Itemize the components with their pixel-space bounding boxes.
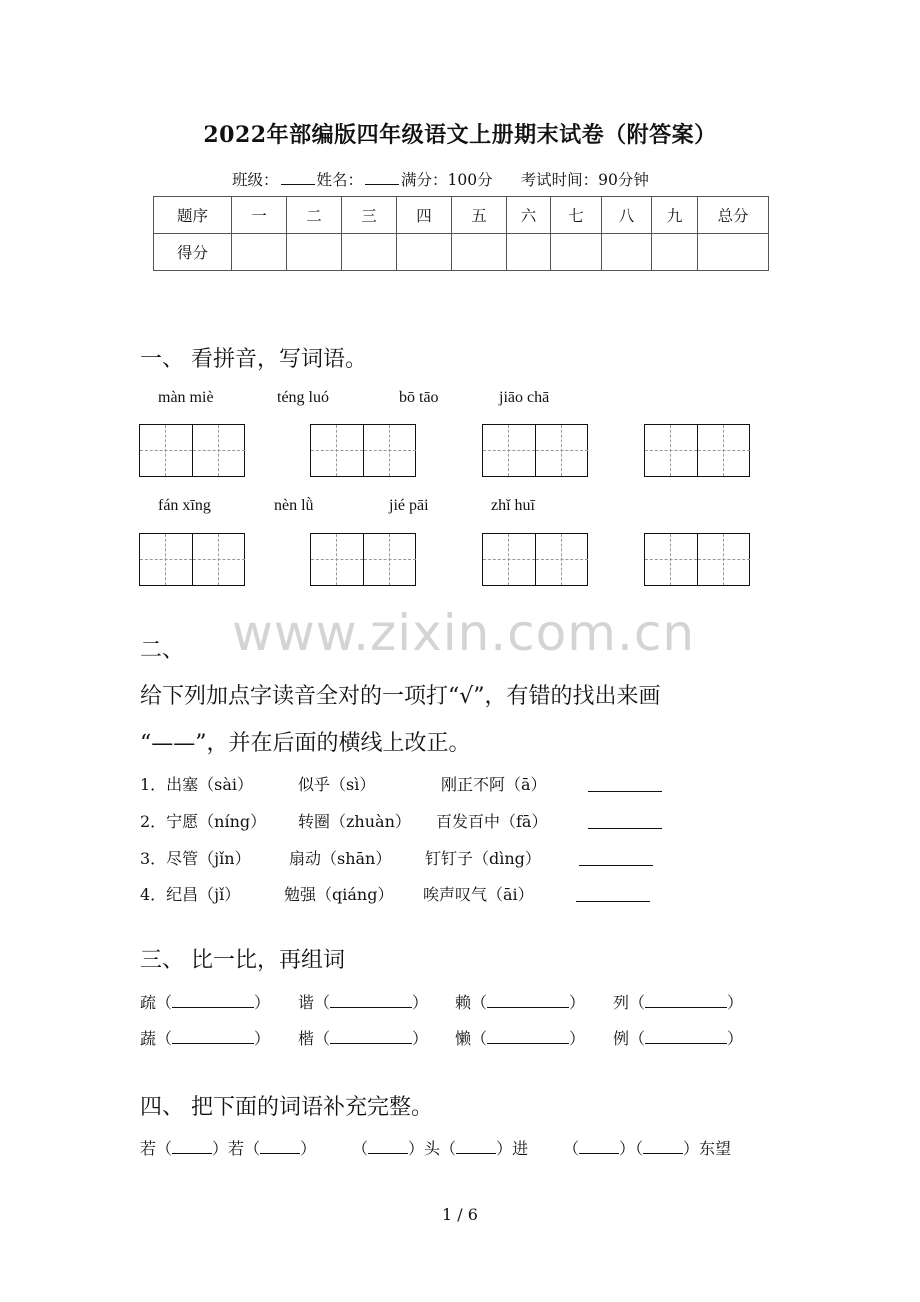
pinyin-label: jié pāi [389, 497, 429, 514]
pinyin-label: fán xīng [158, 497, 211, 514]
answer-line[interactable] [579, 851, 653, 866]
answer-line[interactable] [588, 814, 662, 829]
question-item: 3．尽管（jǐn） [140, 849, 251, 868]
compare-char: 蔬 [140, 1029, 157, 1048]
compare-char: 列 [613, 993, 630, 1012]
pinyin-label: zhǐ huī [491, 497, 535, 514]
fill-blank[interactable] [368, 1139, 408, 1154]
student-info [232, 168, 649, 190]
question-item: 百发百中（fā） [436, 812, 548, 831]
fill-blank[interactable] [172, 1029, 254, 1044]
idiom-item: 若（ ）若（ ） [140, 1139, 317, 1158]
question-item: 勉强（qiáng） [284, 885, 394, 904]
table-header-cell: 一 [232, 197, 287, 234]
score-cell[interactable] [397, 234, 452, 271]
question-item: 似乎（sì） [298, 775, 376, 794]
exam-time: 考试时间：90分钟 [520, 171, 649, 189]
pinyin-label: màn miè [158, 389, 214, 406]
fill-blank[interactable] [330, 1029, 412, 1044]
watermark: www.zixin.com.cn [232, 604, 696, 662]
score-cell[interactable] [342, 234, 397, 271]
table-header-cell: 三 [342, 197, 397, 234]
section4-title: 四、 把下面的词语补充完整。 [140, 1095, 433, 1120]
compare-item: 谐（ ） [298, 993, 429, 1012]
full-score: 满分：100分 [401, 171, 493, 189]
score-cell[interactable] [602, 234, 652, 271]
writing-grid[interactable] [139, 533, 245, 586]
score-header-row [154, 197, 769, 234]
table-header-cell: 六 [507, 197, 551, 234]
score-table [153, 196, 769, 271]
question-item: 4．纪昌（jǐ） [140, 885, 241, 904]
writing-grid[interactable] [310, 424, 416, 477]
idiom-char: 若 [140, 1139, 157, 1158]
fill-blank[interactable] [330, 993, 412, 1008]
score-cell[interactable] [287, 234, 342, 271]
pinyin-label: bō tāo [399, 389, 439, 406]
score-cell[interactable] [507, 234, 551, 271]
table-header-cell: 总分 [698, 197, 769, 234]
compare-char: 例 [613, 1029, 630, 1048]
section1-title: 一、 看拼音，写词语。 [140, 347, 367, 372]
question-item: 刚正不阿（ā） [441, 775, 547, 794]
idiom-char: 头 [424, 1139, 441, 1158]
compare-char: 疏 [140, 993, 157, 1012]
score-row-label: 得分 [154, 234, 232, 271]
table-header-cell: 七 [551, 197, 602, 234]
writing-grid[interactable] [139, 424, 245, 477]
fill-blank[interactable] [645, 993, 727, 1008]
question-item: 钉钉子（dìng） [425, 849, 541, 868]
compare-item: 赖（ ） [455, 993, 586, 1012]
score-row [154, 234, 769, 271]
score-cell[interactable] [232, 234, 287, 271]
question-item: 2．宁愿（níng） [140, 812, 267, 831]
compare-item: 疏（ ） [140, 993, 271, 1012]
writing-grid[interactable] [644, 533, 750, 586]
idiom-item: （ ）头（ ）进 [352, 1139, 529, 1158]
name-blank [365, 169, 399, 185]
score-cell[interactable] [652, 234, 698, 271]
pinyin-label: téng luó [277, 389, 329, 406]
fill-blank[interactable] [456, 1139, 496, 1154]
table-header-cell: 二 [287, 197, 342, 234]
writing-grid[interactable] [482, 424, 588, 477]
compare-item: 列（ ） [613, 993, 744, 1012]
fill-blank[interactable] [172, 1139, 212, 1154]
compare-item: 蔬（ ） [140, 1029, 271, 1048]
writing-grid[interactable] [644, 424, 750, 477]
document-title: 2022年部编版四年级语文上册期末试卷（附答案） [203, 122, 717, 148]
class-label: 班级： [232, 171, 279, 189]
section2-instruction-line2: “——”，并在后面的横线上改正。 [140, 731, 471, 756]
answer-line[interactable] [576, 887, 650, 902]
fill-blank[interactable] [487, 1029, 569, 1044]
table-header-cell: 九 [652, 197, 698, 234]
compare-char: 谐 [298, 993, 315, 1012]
fill-blank[interactable] [172, 993, 254, 1008]
question-item: 唉声叹气（āi） [423, 885, 534, 904]
table-header-cell: 题序 [154, 197, 232, 234]
pinyin-label: nèn lǜ [274, 497, 314, 514]
page-number: 1 / 6 [442, 1205, 478, 1224]
section2-title: 二、 [140, 638, 185, 663]
table-header-cell: 四 [397, 197, 452, 234]
idiom-char: 若 [228, 1139, 245, 1158]
answer-line[interactable] [588, 777, 662, 792]
question-item: 转圈（zhuàn） [298, 812, 411, 831]
idiom-char: 东望 [699, 1139, 732, 1158]
pinyin-label: jiāo chā [499, 389, 550, 406]
fill-blank[interactable] [260, 1139, 300, 1154]
compare-char: 楷 [298, 1029, 315, 1048]
section2-instruction-line1: 给下列加点字读音全对的一项打“√”，有错的找出来画 [140, 684, 661, 709]
score-cell[interactable] [551, 234, 602, 271]
fill-blank[interactable] [643, 1139, 683, 1154]
table-header-cell: 八 [602, 197, 652, 234]
class-blank [281, 169, 315, 185]
score-cell[interactable] [452, 234, 507, 271]
table-header-cell: 五 [452, 197, 507, 234]
idiom-char: 进 [512, 1139, 529, 1158]
question-item: 1．出塞（sài） [140, 775, 254, 794]
compare-item: 楷（ ） [298, 1029, 429, 1048]
name-label: 姓名： [316, 171, 364, 189]
compare-char: 赖 [455, 993, 472, 1012]
idiom-item: （ ）（ ）东望 [563, 1139, 732, 1158]
fill-blank[interactable] [579, 1139, 619, 1154]
compare-item: 懒（ ） [455, 1029, 586, 1048]
fill-blank[interactable] [487, 993, 569, 1008]
compare-item: 例（ ） [613, 1029, 744, 1048]
section3-title: 三、 比一比，再组词 [140, 948, 345, 973]
question-item: 扇动（shān） [289, 849, 392, 868]
writing-grid[interactable] [482, 533, 588, 586]
writing-grid[interactable] [310, 533, 416, 586]
score-cell[interactable] [698, 234, 769, 271]
fill-blank[interactable] [645, 1029, 727, 1044]
compare-char: 懒 [455, 1029, 472, 1048]
